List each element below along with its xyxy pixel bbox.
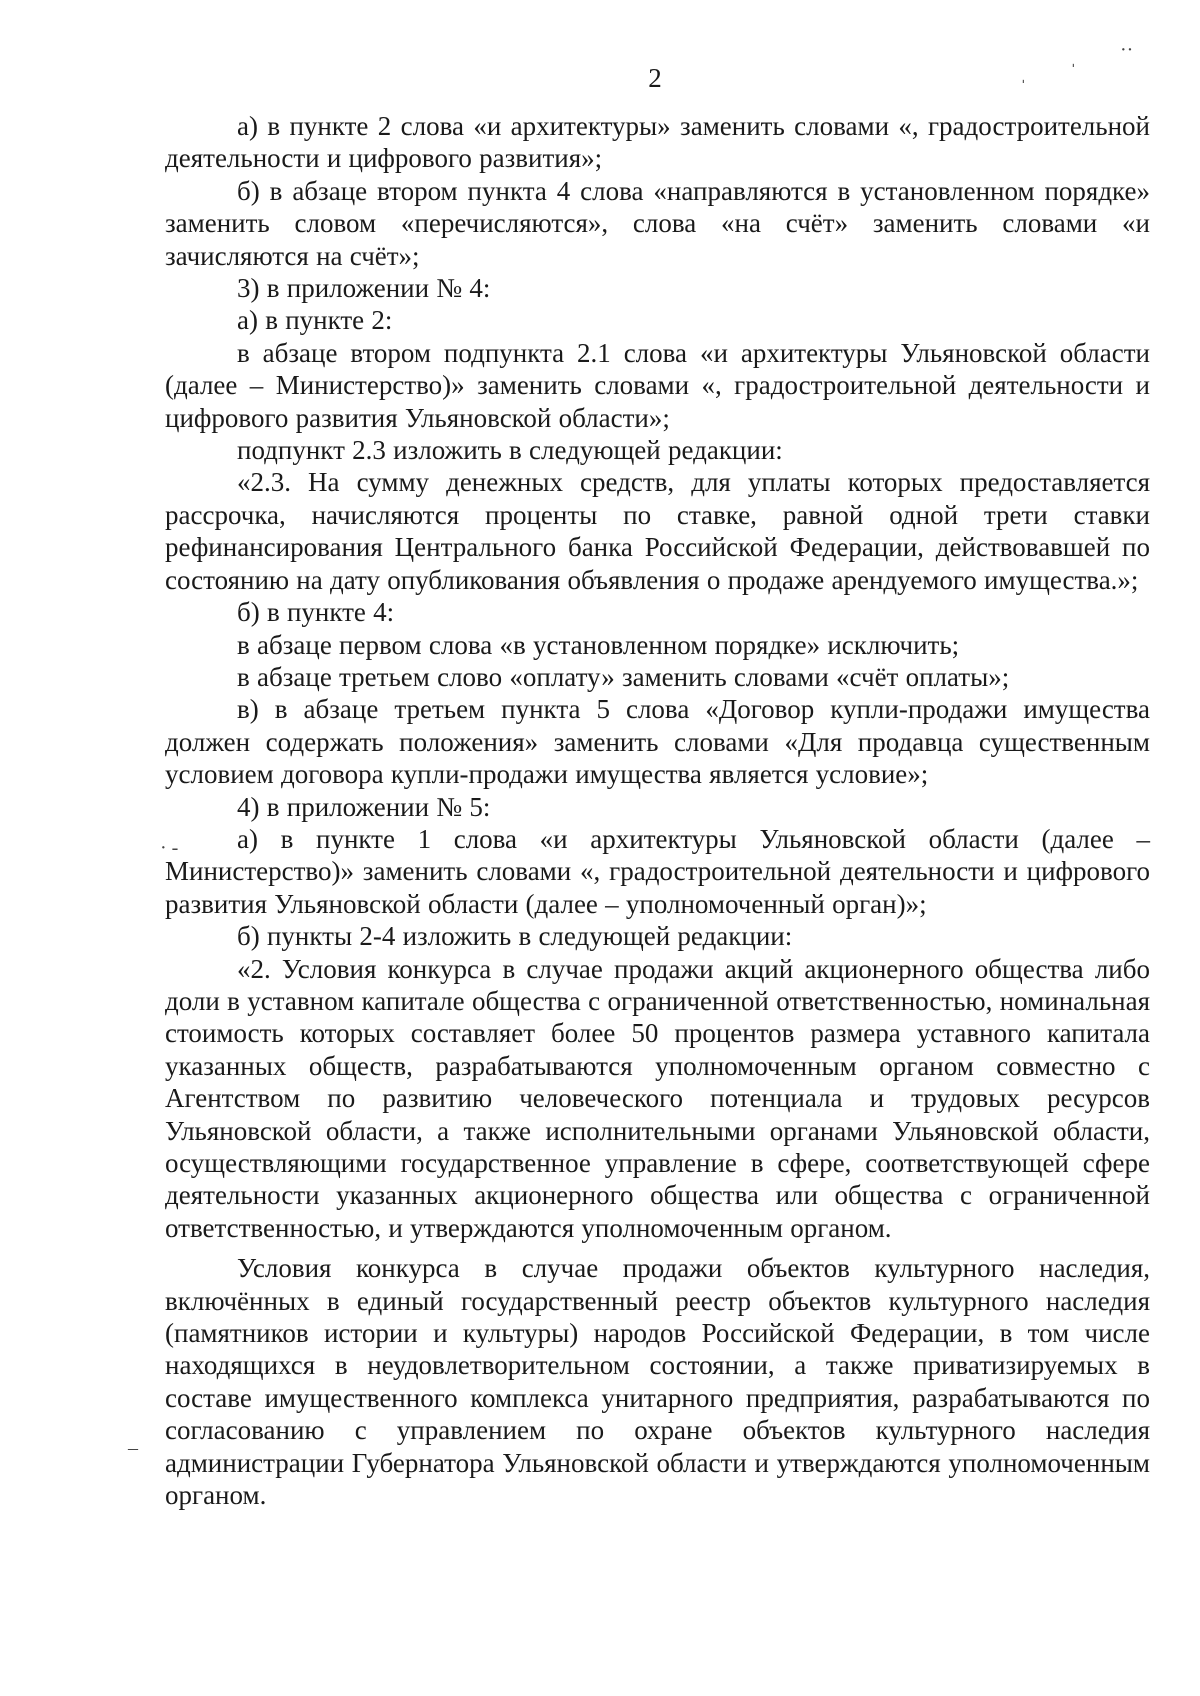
paragraph-3a: а) в пункте 2: (237, 305, 393, 336)
paragraph-3b: б) в пункте 4: (237, 597, 395, 628)
paragraph-3a-2-3-intro: подпункт 2.3 изложить в следующей редакции: (237, 435, 783, 466)
paragraph-3c: в) в абзаце третьем пункта 5 слова «Договор купли-продажи имущества должен содержать положения» заменить словами «Для продавца существенным условием договора купли-продажи имущества является условие»; (165, 694, 1150, 790)
paragraph-4: 4) в приложении № 5: (237, 791, 491, 822)
scan-speck: ˈ (1070, 61, 1077, 83)
paragraph-4b-item-2-cont: Условия конкурса в случае продажи объектов культурного наследия, включённых в единый государственный реестр объектов культурного наследия (памятников истории и культуры) народов Российской Федерации, в том числе находящихся в неудовлетворительном состоянии, а также приватизируемых в составе имущественного комплекса унитарного предприятия, разрабатываются по согласованию с управлением по охране объектов культурного наследия администрации Губернатора Ульяновской области и утверждаются уполномоченным органом. (165, 1253, 1150, 1511)
paragraph-2b: б) в абзаце втором пункта 4 слова «направляются в установленном порядке» заменить словом «перечисляются», слова «на счёт» заменить словами «и зачисляются на счёт»; (165, 175, 1150, 271)
paragraph-4b-intro: б) пункты 2-4 изложить в следующей редакции: (237, 921, 793, 952)
scan-speck: ·· (1120, 39, 1134, 61)
scan-speck: ˈ (1020, 77, 1027, 99)
paragraph-3: 3) в приложении № 4: (237, 273, 491, 304)
paragraph-2a: а) в пункте 2 слова «и архитектуры» заменить словами «, градостроительной деятельности и цифрового развития»; (165, 111, 1150, 174)
paragraph-4b-item-2: «2. Условия конкурса в случае продажи акций акционерного общества либо доли в уставном капитале общества с ограниченной ответственностью, номинальная стоимость которых составляет более 50 процентов размера уставного капитала указанных обществ, разрабатываются уполномоченным органом совместно с Агентством по развитию человеческого потенциала и трудовых ресурсов Ульяновской области, а также исполнительными органами Ульяновской области, осуществляющими государственное управление в сфере, соответствующей сфере деятельности указанных акционерного общества или общества с ограниченной ответственностью, и утверждаются уполномоченным органом. (165, 953, 1150, 1243)
paragraph-3b-2: в абзаце третьем слово «оплату» заменить словами «счёт оплаты»; (237, 661, 1010, 692)
page-number: 2 (648, 63, 662, 93)
document-body (165, 110, 1150, 1511)
scan-speck: – (128, 1437, 138, 1459)
paragraph-3b-1: в абзаце первом слова «в установленном порядке» исключить; (237, 629, 960, 660)
paragraph-4a: а) в пункте 1 слова «и архитектуры Ульяновской области (далее – Министерство)» заменить словами «, градостроительной деятельности и цифрового развития Ульяновской области (далее – уполномоченный орган)»; (165, 823, 1150, 919)
paragraph-3a-2-1: в абзаце втором подпункта 2.1 слова «и архитектуры Ульяновской области (далее – Министерство)» заменить словами «, градостроительной деятельности и цифрового развития Ульяновской области»; (165, 337, 1150, 433)
paragraph-3a-2-3-text: «2.3. На сумму денежных средств, для уплаты которых предоставляется рассрочка, начисляются проценты по ставке, равной одной трети ставки рефинансирования Центрального банка Российской Федерации, действовавшей по состоянию на дату опубликования объявления о продаже арендуемого имущества.»; (165, 467, 1150, 595)
scan-speck: · - (160, 837, 179, 859)
